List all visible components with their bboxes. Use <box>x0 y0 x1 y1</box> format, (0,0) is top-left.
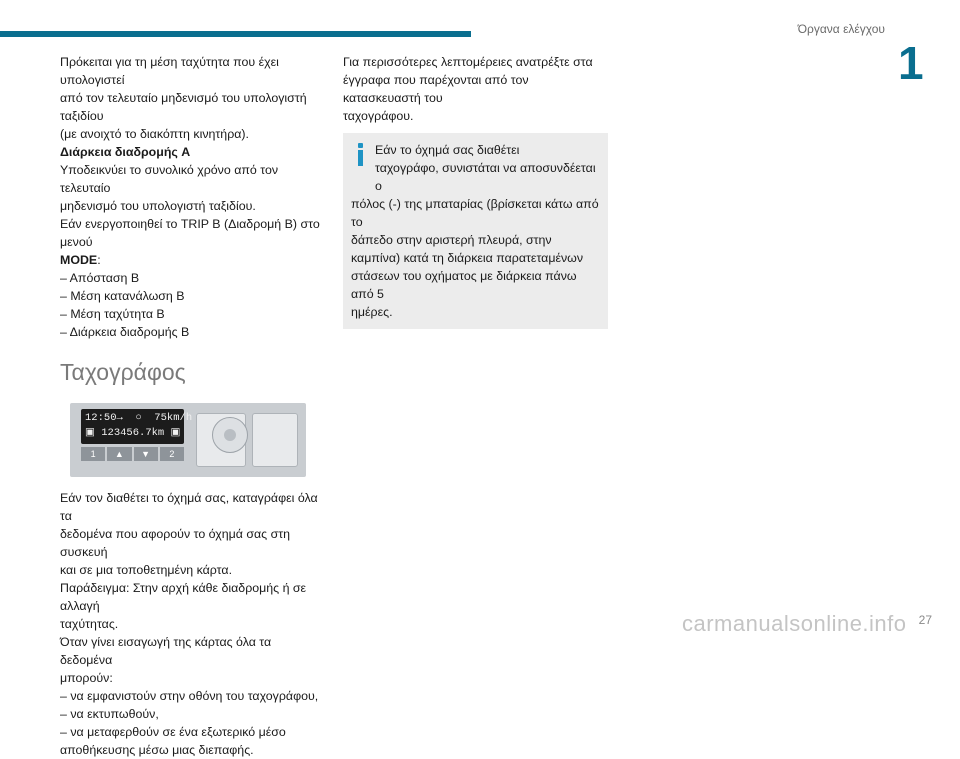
info-icon <box>355 143 365 167</box>
info-box <box>343 133 608 329</box>
paragraph-line: ταχογράφου. <box>343 109 414 123</box>
info-line: δάπεδο στην αριστερή πλευρά, στην <box>351 233 552 247</box>
list-item: – Μέση ταχύτητα B <box>60 307 165 321</box>
info-line: ημέρες. <box>351 305 393 319</box>
tacho-line: αποθήκευσης μέσω μιας διεπαφής. <box>60 743 254 757</box>
menu-colon: : <box>97 253 101 267</box>
tacho-line: Εάν τον διαθέτει το όχημά σας, καταγράφει όλα τα <box>60 491 318 523</box>
tachograph-display-line: ▣ 123456.7km ▣ <box>85 427 181 439</box>
control-pad-icon <box>212 417 248 453</box>
page-number: 27 <box>918 613 932 627</box>
menu-line <box>60 215 325 251</box>
tachograph-buttons <box>81 447 184 461</box>
trip-heading: Διάρκεια διαδρομής A <box>60 145 191 159</box>
intro-line: Πρόκειται για τη μέση ταχύτητα που έχει υπολογιστεί <box>60 55 279 87</box>
info-line: καμπίνα) κατά τη διάρκεια παρατεταμένων <box>351 251 584 265</box>
menu-mode-line <box>60 251 325 269</box>
left-column <box>60 53 325 759</box>
tacho-line: Παράδειγμα: Στην αρχή κάθε διαδρομής ή σε αλλαγή <box>60 581 307 613</box>
tacho-line: δεδομένα που αφορούν το όχημά σας στη συσκευή <box>60 527 291 559</box>
watermark: carmanualsonline.info <box>682 611 907 636</box>
intro-line: από τον τελευταίο μηδενισμό του υπολογιστή ταξιδίου <box>60 91 307 123</box>
tacho-line: μπορούν: <box>60 671 113 685</box>
paragraph-line: Για περισσότερες λεπτομέρειες ανατρέξτε στα <box>343 55 593 69</box>
info-line: ταχογράφο, συνιστάται να αποσυνδέεται ο <box>375 161 596 193</box>
list-item: – Διάρκεια διαδρομής B <box>60 325 190 339</box>
trip-line: Υποδεικνύει το συνολικό χρόνο από τον τελευταίο <box>60 163 279 195</box>
tachograph-button: 1 <box>81 447 105 461</box>
list-item: – Μέση κατανάλωση B <box>60 289 185 303</box>
card-slot <box>252 413 298 467</box>
right-column <box>343 53 608 329</box>
tachograph-button: ▲ <box>107 447 131 461</box>
tacho-line: ταχύτητας. <box>60 617 119 631</box>
chapter-number: 1 <box>898 37 924 89</box>
tachograph-display-line: 12:50→ ○ 75km/h <box>85 412 193 424</box>
menu-line-text: Εάν ενεργοποιηθεί το TRIP B (Διαδρομή B) στο μενού <box>60 217 320 249</box>
tacho-line: – να μεταφερθούν σε ένα εξωτερικό μέσο <box>60 725 286 739</box>
header-accent-bar <box>0 31 471 37</box>
tachograph-button: ▼ <box>134 447 158 461</box>
intro-line: (με ανοιχτό το διακόπτη κινητήρα). <box>60 127 249 141</box>
tacho-line: – να εκτυπωθούν, <box>60 707 159 721</box>
info-line: στάσεων του οχήματος με διάρκεια πάνω από 5 <box>351 269 577 301</box>
tachograph-button: 2 <box>160 447 184 461</box>
tacho-line: και σε μια τοποθετημένη κάρτα. <box>60 563 233 577</box>
section-heading: Ταχογράφος <box>60 359 186 385</box>
menu-mode: MODE <box>60 253 98 267</box>
info-line: Εάν το όχημά σας διαθέτει <box>375 143 520 157</box>
paragraph-line: έγγραφα που παρέχονται από τον κατασκευαστή του <box>343 73 529 105</box>
list-item: – Απόσταση B <box>60 271 140 285</box>
tachograph-display <box>81 409 193 444</box>
tacho-line: – να εμφανιστούν στην οθόνη του ταχογράφου, <box>60 689 319 703</box>
tacho-line: Όταν γίνει εισαγωγή της κάρτας όλα τα δεδομένα <box>60 635 272 667</box>
trip-line: μηδενισμό του υπολογιστή ταξιδίου. <box>60 199 256 213</box>
info-line: πόλος (-) της μπαταρίας (βρίσκεται κάτω από το <box>351 197 599 229</box>
tachograph-image <box>70 403 306 477</box>
section-title: Όργανα ελέγχου <box>797 22 885 36</box>
